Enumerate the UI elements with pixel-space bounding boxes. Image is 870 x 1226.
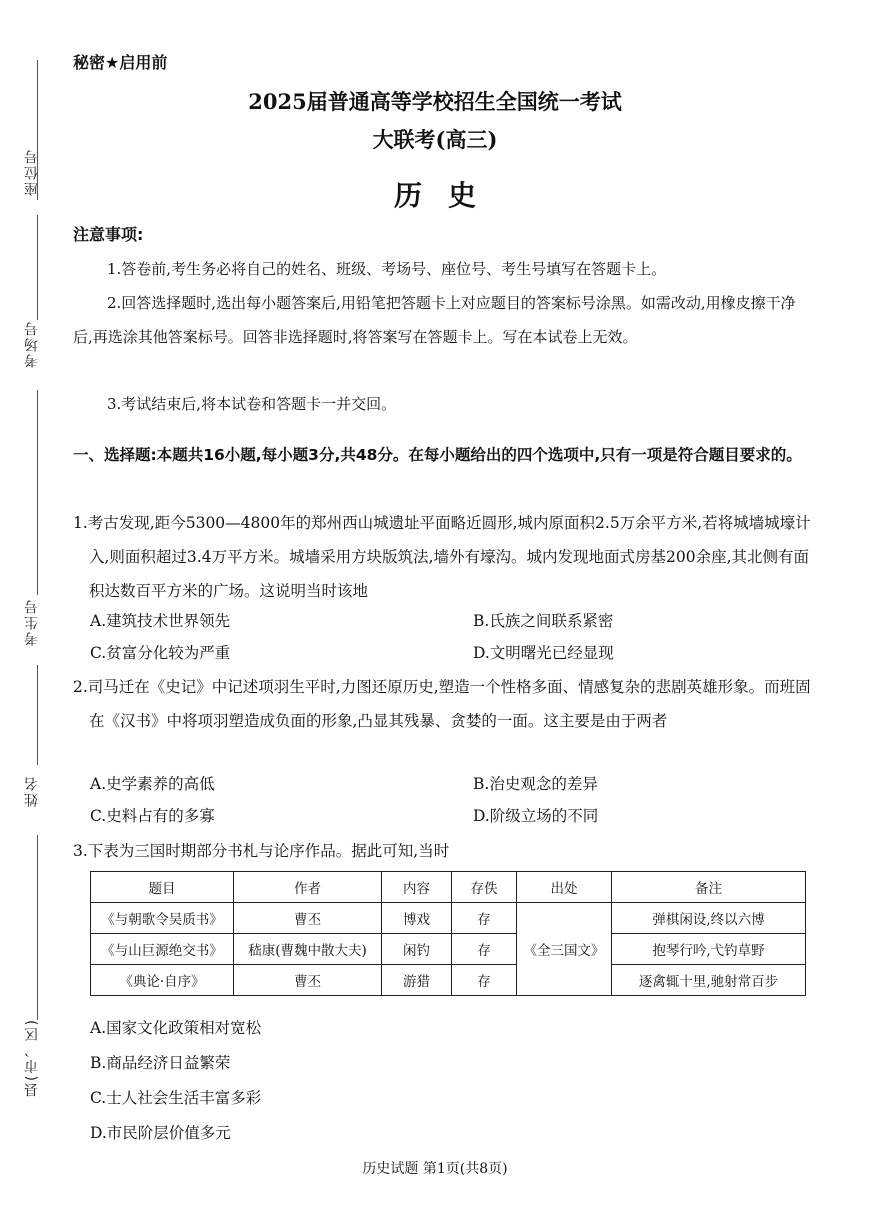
table-cell-note: 弹棋闲设,终以六博 [612, 903, 806, 934]
table-cell-title: 《与山巨源绝交书》 [91, 934, 234, 965]
margin-label-county: 县(市、区) [24, 1018, 40, 1097]
table-cell-title: 《与朝歌令吴质书》 [91, 903, 234, 934]
table-cell-note: 抱琴行吟,弋钓草野 [612, 934, 806, 965]
notice-item-1: 1.答卷前,考生务必将自己的姓名、班级、考场号、座位号、考生号填写在答题卡上。 [107, 260, 667, 278]
table-header-cell: 题目 [91, 872, 234, 903]
table-row [91, 934, 806, 965]
question-2-option-d[interactable]: D.阶级立场的不同 [473, 807, 599, 825]
table-cell-content: 博戏 [382, 903, 452, 934]
question-3-option-b[interactable]: B.商品经济日益繁荣 [90, 1054, 231, 1072]
table-header-row [91, 872, 806, 903]
table-row [91, 903, 806, 934]
table-cell-note: 逐禽辄十里,驰射常百步 [612, 965, 806, 996]
margin-line-2 [37, 215, 38, 320]
question-3-option-d[interactable]: D.市民阶层价值多元 [90, 1124, 231, 1142]
table-cell-author: 曹丕 [234, 965, 382, 996]
works-table [90, 871, 806, 996]
page-footer: 历史试题 第1页(共8页) [362, 1161, 508, 1177]
question-1-option-b[interactable]: B.氏族之间联系紧密 [473, 612, 614, 630]
question-1-option-c[interactable]: C.贫富分化较为严重 [90, 644, 231, 662]
subject-title: 历史 [393, 179, 502, 212]
question-1-stem: 1.考古发现,距今5300—4800年的郑州西山城遗址平面略近圆形,城内原面积2.5万余平方米,若将城墙城壕计入,则面积超过3.4万平方米。城墙采用方块版筑法,墙外有壕沟。城内发现地面式房基200余座,其北侧有面积达数百平方米的广场。这说明当时该地 [73, 514, 811, 600]
table-header-cell: 作者 [234, 872, 382, 903]
table-cell-status: 存 [452, 934, 517, 965]
table-cell-source: 《全三国文》 [517, 903, 612, 996]
notice-item-3: 3.考试结束后,将本试卷和答题卡一并交回。 [107, 395, 397, 413]
table-cell-content: 游猎 [382, 965, 452, 996]
table-cell-content: 闲钓 [382, 934, 452, 965]
question-3-option-a[interactable]: A.国家文化政策相对宽松 [90, 1019, 262, 1037]
question-2-option-a[interactable]: A.史学素养的高低 [90, 775, 215, 793]
margin-line-3 [37, 390, 38, 595]
margin-label-seat: 座位号 [24, 148, 40, 196]
margin-label-name: 姓名 [24, 775, 40, 807]
margin-line-5 [37, 835, 38, 1020]
table-header-cell: 存佚 [452, 872, 517, 903]
notice-item-2: 2.回答选择题时,选出每小题答案后,用铅笔把答题卡上对应题目的答案标号涂黑。如需改动,用橡皮擦干净后,再选涂其他答案标号。回答非选择题时,将答案写在答题卡上。写在本试卷上无效。 [73, 294, 796, 346]
margin-line-4 [37, 665, 38, 765]
table-cell-author: 嵇康(曹魏中散大夫) [234, 934, 382, 965]
question-2-option-b[interactable]: B.治史观念的差异 [473, 775, 598, 793]
secret-label: 秘密★启用前 [73, 53, 168, 72]
question-2-stem: 2.司马迁在《史记》中记述项羽生平时,力图还原历史,塑造一个性格多面、情感复杂的悲剧英雄形象。而班固在《汉书》中将项羽塑造成负面的形象,凸显其残暴、贪婪的一面。这主要是由于两者 [73, 678, 811, 730]
section-heading: 一、选择题:本题共16小题,每小题3分,共48分。在每小题给出的四个选项中,只有一项是符合题目要求的。 [73, 446, 802, 464]
table-cell-status: 存 [452, 903, 517, 934]
question-1-option-a[interactable]: A.建筑技术世界领先 [90, 612, 231, 630]
table-header-cell: 出处 [517, 872, 612, 903]
question-2-option-c[interactable]: C.史料占有的多寡 [90, 807, 215, 825]
exam-title: 2025届普通高等学校招生全国统一考试 [248, 89, 622, 114]
table-cell-title: 《典论·自序》 [91, 965, 234, 996]
margin-label-room: 考场号 [24, 320, 40, 368]
table-header-cell: 备注 [612, 872, 806, 903]
question-1-option-d[interactable]: D.文明曙光已经显现 [473, 644, 614, 662]
table-header-cell: 内容 [382, 872, 452, 903]
question-3-option-c[interactable]: C.士人社会生活丰富多彩 [90, 1089, 262, 1107]
exam-subtitle: 大联考(高三) [372, 127, 498, 152]
table-cell-author: 曹丕 [234, 903, 382, 934]
margin-label-examinee: 考生号 [24, 598, 40, 646]
question-3-stem: 3.下表为三国时期部分书札与论序作品。据此可知,当时 [73, 842, 450, 860]
table-row [91, 965, 806, 996]
notice-heading: 注意事项: [73, 225, 144, 244]
table-cell-status: 存 [452, 965, 517, 996]
